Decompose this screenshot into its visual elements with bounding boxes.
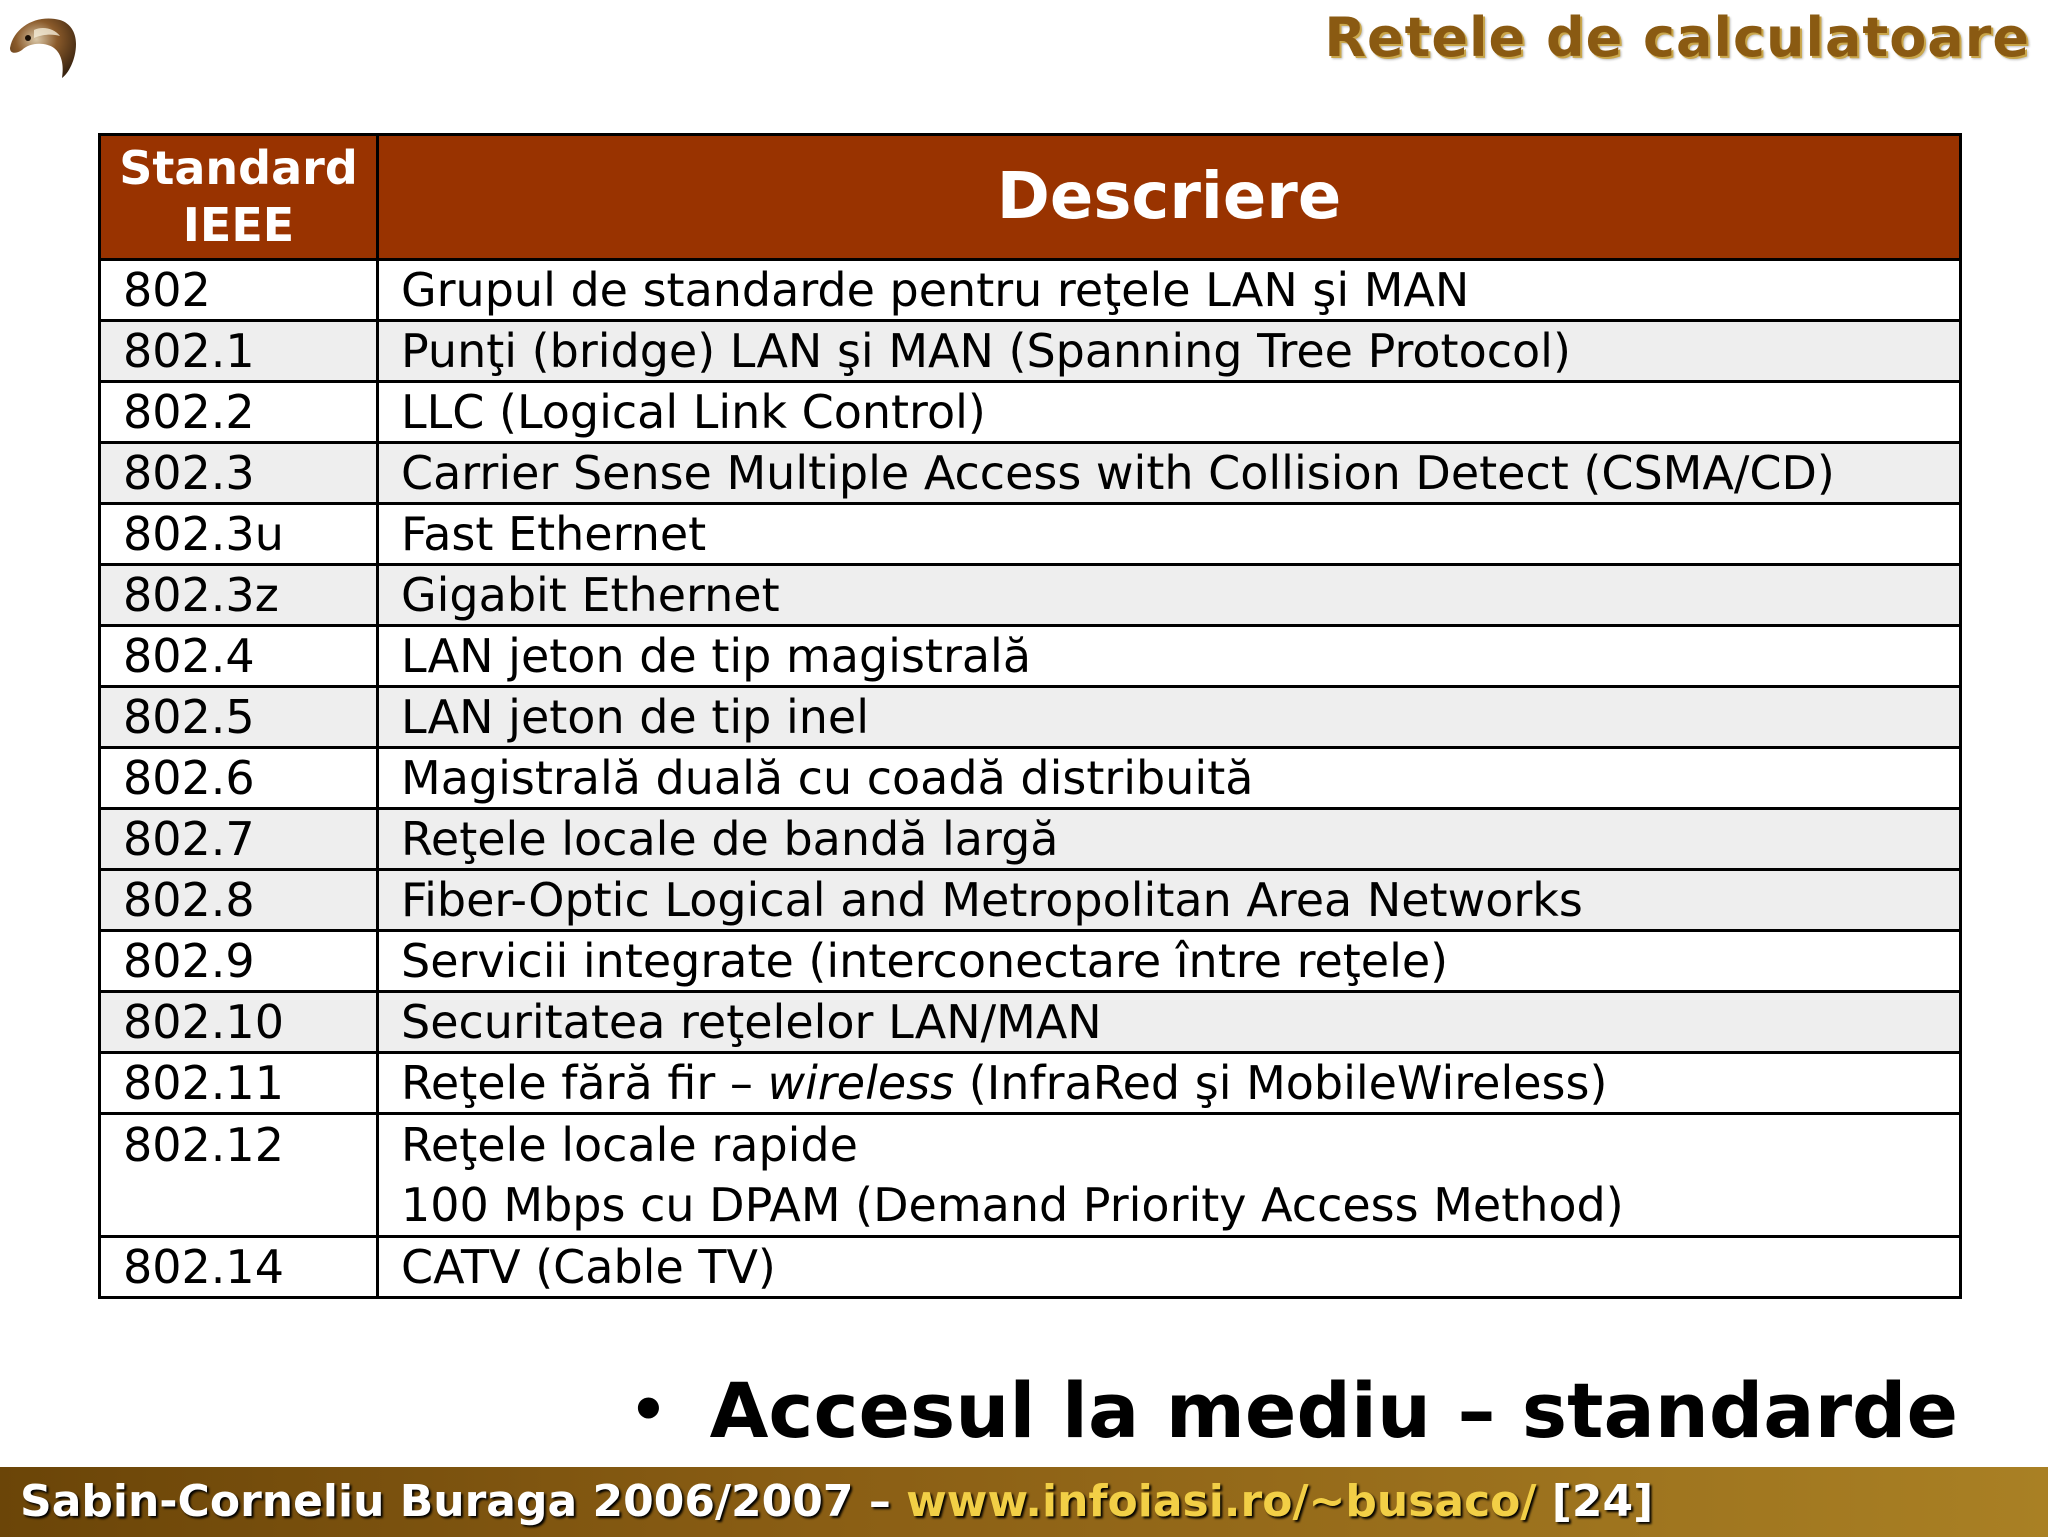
table-row [100, 321, 1961, 382]
table-row [100, 565, 1961, 626]
standard-cell: 802 [100, 260, 378, 321]
bullet-icon: • [629, 1375, 668, 1445]
bullet-heading-text: Accesul la mediu – standarde [709, 1366, 1958, 1455]
footer-author: Sabin-Corneliu Buraga 2006/2007 [20, 1476, 854, 1527]
table-row [100, 626, 1961, 687]
standard-cell: 802.2 [100, 382, 378, 443]
table-row [100, 870, 1961, 931]
footer-separator: – [853, 1476, 907, 1527]
footer-url-link[interactable]: www.infoiasi.ro/~busaco/ [906, 1476, 1537, 1527]
table-row [100, 1053, 1961, 1114]
column-header-standard-line1: Standard [119, 141, 358, 195]
footer-page-number: [24] [1536, 1476, 1654, 1527]
standard-cell: 802.9 [100, 931, 378, 992]
standard-cell: 802.6 [100, 748, 378, 809]
description-cell: Punţi (bridge) LAN şi MAN (Spanning Tree Protocol) [378, 321, 1961, 382]
description-cell: Gigabit Ethernet [378, 565, 1961, 626]
table-header-row [100, 135, 1961, 260]
table-row [100, 748, 1961, 809]
table-row [100, 1114, 1961, 1237]
table-row [100, 992, 1961, 1053]
description-cell: LLC (Logical Link Control) [378, 382, 1961, 443]
description-line: Reţele locale rapide [401, 1118, 858, 1172]
table-row [100, 443, 1961, 504]
description-cell: Reţele locale de bandă largă [378, 809, 1961, 870]
column-header-standard [100, 135, 378, 260]
description-cell: Fiber-Optic Logical and Metropolitan Area Networks [378, 870, 1961, 931]
description-cell [378, 1053, 1961, 1114]
description-cell: Fast Ethernet [378, 504, 1961, 565]
standard-cell: 802.1 [100, 321, 378, 382]
standard-cell: 802.14 [100, 1237, 378, 1298]
standard-cell: 802.8 [100, 870, 378, 931]
table-row [100, 382, 1961, 443]
table-row [100, 260, 1961, 321]
eagle-logo-icon [4, 8, 80, 80]
slide-footer [0, 1467, 2048, 1537]
description-cell: Servicii integrate (interconectare între reţele) [378, 931, 1961, 992]
standard-cell: 802.12 [100, 1114, 378, 1237]
description-cell: Grupul de standarde pentru reţele LAN şi MAN [378, 260, 1961, 321]
description-text: (InfraRed şi MobileWireless) [954, 1056, 1608, 1110]
standard-cell: 802.5 [100, 687, 378, 748]
standard-cell: 802.10 [100, 992, 378, 1053]
standards-table [98, 133, 1962, 1299]
description-cell: LAN jeton de tip inel [378, 687, 1961, 748]
description-cell: CATV (Cable TV) [378, 1237, 1961, 1298]
standard-cell: 802.3 [100, 443, 378, 504]
slide-bullet-heading [629, 1366, 1958, 1455]
description-cell: LAN jeton de tip magistrală [378, 626, 1961, 687]
standard-cell: 802.3z [100, 565, 378, 626]
table-row [100, 504, 1961, 565]
standard-cell: 802.11 [100, 1053, 378, 1114]
standard-cell: 802.3u [100, 504, 378, 565]
table-row [100, 931, 1961, 992]
description-cell: Carrier Sense Multiple Access with Collision Detect (CSMA/CD) [378, 443, 1961, 504]
table-row [100, 1237, 1961, 1298]
description-cell: Securitatea reţelelor LAN/MAN [378, 992, 1961, 1053]
slide-header-title: Retele de calculatoare [1324, 6, 2030, 69]
description-text: Reţele fără fir – [401, 1056, 768, 1110]
description-cell: Magistrală duală cu coadă distribuită [378, 748, 1961, 809]
column-header-standard-line2: IEEE [182, 198, 295, 252]
standard-cell: 802.4 [100, 626, 378, 687]
table-row [100, 687, 1961, 748]
description-cell [378, 1114, 1961, 1237]
column-header-description: Descriere [378, 135, 1961, 260]
standard-cell: 802.7 [100, 809, 378, 870]
description-line: 100 Mbps cu DPAM (Demand Priority Access Method) [401, 1178, 1624, 1232]
description-italic-text: wireless [767, 1056, 955, 1110]
table-row [100, 809, 1961, 870]
